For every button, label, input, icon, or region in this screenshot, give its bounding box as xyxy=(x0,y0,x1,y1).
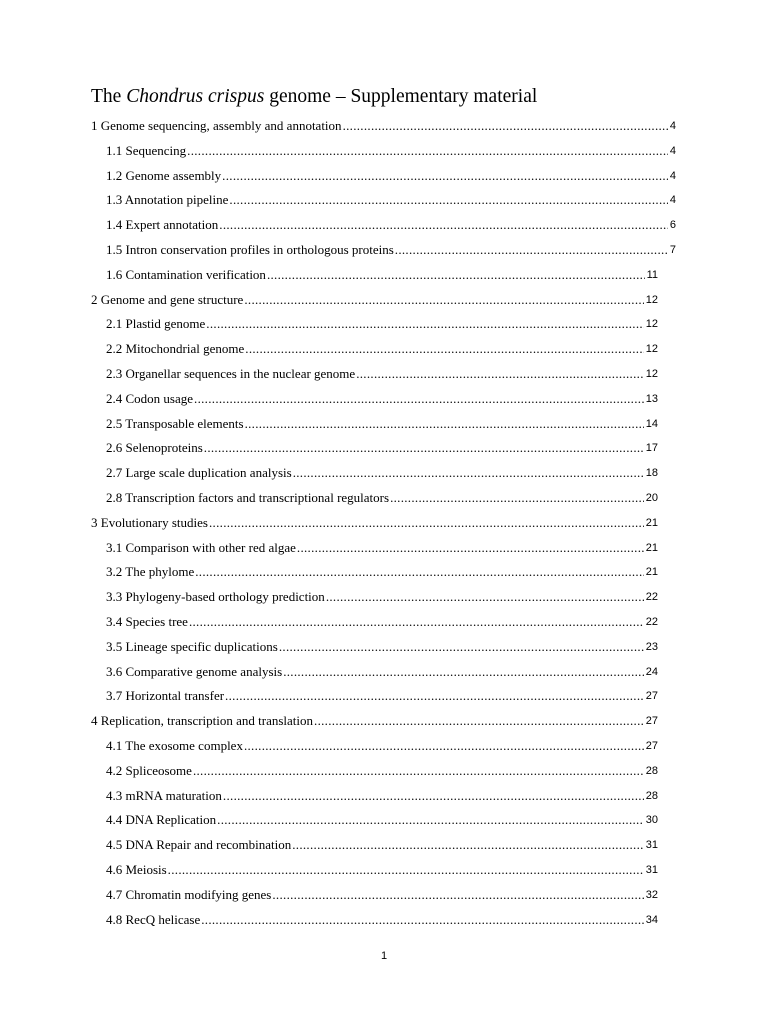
toc-entry-label: 1.2 Genome assembly xyxy=(106,167,222,183)
toc-entry-page: 12 xyxy=(645,318,658,331)
toc-entry[interactable] xyxy=(106,461,658,481)
toc-entry[interactable] xyxy=(106,238,676,258)
toc-entry-page: 13 xyxy=(645,392,658,405)
toc-entry-label: 1 Genome sequencing, assembly and annotation xyxy=(91,118,342,133)
toc-entry-label: 2.2 Mitochondrial genome xyxy=(106,341,245,357)
toc-entry-label: 2.3 Organellar sequences in the nuclear genome xyxy=(106,366,356,381)
toc-entry-label: 4.6 Meiosis xyxy=(106,862,167,877)
toc-entry-page: 4 xyxy=(669,194,676,207)
title-species: Chondrus crispus xyxy=(126,86,265,107)
toc-dot-leader xyxy=(245,341,643,357)
toc-entry-label: 3.5 Lineage specific duplications xyxy=(106,638,278,654)
toc-entry-label: 2.1 Plastid genome xyxy=(106,316,206,332)
toc-entry[interactable] xyxy=(91,288,658,308)
toc-entry[interactable] xyxy=(106,610,658,630)
toc-entry-label: 2.6 Selenoproteins xyxy=(106,440,203,456)
toc-entry-page: 32 xyxy=(645,888,658,901)
toc-entry-page: 6 xyxy=(669,219,676,232)
toc-entry-page: 17 xyxy=(645,442,658,455)
toc-dot-leader xyxy=(390,490,644,506)
toc-dot-leader xyxy=(279,639,644,655)
toc-dot-leader xyxy=(225,688,644,704)
toc-dot-leader xyxy=(194,391,644,407)
toc-entry[interactable] xyxy=(106,858,658,878)
toc-entry-label: 2.7 Large scale duplication analysis xyxy=(106,465,292,481)
page-title xyxy=(91,84,537,110)
toc-dot-leader xyxy=(314,713,644,729)
toc-entry-label: 3.1 Comparison with other red algae xyxy=(106,539,296,555)
toc-entry-page: 14 xyxy=(645,417,658,430)
toc-dot-leader xyxy=(293,465,644,481)
toc-entry-label: 4.4 DNA Replication xyxy=(106,812,217,828)
toc-entry-page: 27 xyxy=(645,690,658,703)
toc-entry-label: 1.1 Sequencing xyxy=(106,142,187,158)
toc-entry-page: 31 xyxy=(645,839,658,852)
toc-dot-leader xyxy=(343,118,668,134)
toc-entry-label: 3.4 Species tree xyxy=(106,614,188,629)
toc-entry-label: 1.6 Contamination verification xyxy=(106,266,266,282)
toc-entry[interactable] xyxy=(106,263,658,283)
toc-entry-label: 4.8 RecQ helicase xyxy=(106,911,201,927)
title-suffix: genome – Supplementary material xyxy=(264,86,538,107)
toc-dot-leader xyxy=(244,292,643,308)
toc-entry-label: 3.3 Phylogeny-based orthology prediction xyxy=(106,589,325,605)
toc-entry-page: 24 xyxy=(645,665,658,678)
toc-entry-page: 28 xyxy=(645,789,658,802)
toc-entry-page: 22 xyxy=(645,591,658,604)
toc-entry-label: 4.3 mRNA maturation xyxy=(106,787,222,803)
toc-dot-leader xyxy=(292,837,644,853)
toc-entry-page: 4 xyxy=(669,120,676,132)
toc-entry-page: 18 xyxy=(645,467,658,480)
toc-dot-leader xyxy=(283,664,644,680)
toc-entry-page: 31 xyxy=(645,864,658,876)
toc-entry-label: 3 Evolutionary studies xyxy=(91,514,208,530)
toc-dot-leader xyxy=(187,143,668,159)
toc-entry[interactable] xyxy=(106,139,676,159)
toc-entry[interactable] xyxy=(106,412,658,432)
toc-entry[interactable] xyxy=(106,759,658,779)
toc-dot-leader xyxy=(201,912,644,928)
toc-entry[interactable] xyxy=(106,560,658,580)
toc-entry[interactable] xyxy=(106,164,676,184)
toc-entry-page: 20 xyxy=(645,492,658,504)
toc-entry[interactable] xyxy=(106,660,658,680)
toc-entry[interactable] xyxy=(91,114,676,134)
toc-dot-leader xyxy=(168,862,644,878)
toc-dot-leader xyxy=(189,614,644,630)
toc-entry-page: 21 xyxy=(645,541,658,554)
toc-entry[interactable] xyxy=(106,808,658,828)
title-prefix: The xyxy=(91,86,127,107)
toc-entry-page: 21 xyxy=(645,566,658,579)
toc-entry-page: 30 xyxy=(645,814,658,827)
toc-entry-label: 4 Replication, transcription and translation xyxy=(91,713,314,729)
toc-entry[interactable] xyxy=(106,784,658,804)
toc-dot-leader xyxy=(204,440,644,456)
toc-dot-leader xyxy=(244,738,644,754)
toc-entry-label: 2.4 Codon usage xyxy=(106,390,194,406)
toc-dot-leader xyxy=(219,217,668,233)
page-number: 1 xyxy=(380,950,388,962)
toc-entry-label: 4.1 The exosome complex xyxy=(106,738,243,753)
toc-entry-label: 3.6 Comparative genome analysis xyxy=(106,663,283,679)
toc-dot-leader xyxy=(223,788,644,804)
toc-entry-label: 1.3 Annotation pipeline xyxy=(106,192,229,208)
toc-entry-page: 27 xyxy=(645,740,658,752)
toc-dot-leader xyxy=(222,168,668,184)
toc-entry[interactable] xyxy=(106,486,658,506)
toc-dot-leader xyxy=(229,192,667,208)
toc-entry-page: 23 xyxy=(645,640,658,653)
toc-dot-leader xyxy=(326,589,644,605)
toc-entry[interactable] xyxy=(106,883,658,903)
toc-entry-label: 2.8 Transcription factors and transcriptional regulators xyxy=(106,490,390,505)
toc-entry[interactable] xyxy=(106,312,658,332)
toc-dot-leader xyxy=(195,564,644,580)
toc-entry-page: 7 xyxy=(669,244,676,256)
toc-entry[interactable] xyxy=(106,908,658,928)
toc-entry-page: 12 xyxy=(645,343,658,356)
toc-entry[interactable] xyxy=(106,436,658,456)
toc-entry-label: 4.2 Spliceosome xyxy=(106,762,192,778)
toc-entry[interactable] xyxy=(106,833,658,853)
toc-dot-leader xyxy=(209,515,644,531)
toc-entry[interactable] xyxy=(106,585,658,605)
toc-entry-label: 2.5 Transposable elements xyxy=(106,415,244,431)
toc-entry[interactable] xyxy=(106,213,676,233)
toc-entry[interactable] xyxy=(106,635,658,655)
toc-entry[interactable] xyxy=(106,362,658,382)
toc-entry[interactable] xyxy=(106,684,658,704)
toc-entry[interactable] xyxy=(91,709,658,729)
toc-entry-label: 1.4 Expert annotation xyxy=(106,217,219,233)
toc-entry-page: 22 xyxy=(645,616,658,628)
toc-entry-label: 4.7 Chromatin modifying genes xyxy=(106,886,272,902)
toc-entry-page: 12 xyxy=(645,293,658,306)
toc-entry[interactable] xyxy=(106,188,676,208)
toc-entry-label: 3.7 Horizontal transfer xyxy=(106,688,225,704)
toc-dot-leader xyxy=(206,316,643,332)
toc-entry-label: 4.5 DNA Repair and recombination xyxy=(106,837,292,853)
toc-entry-page: 4 xyxy=(669,144,676,157)
toc-entry-label: 2 Genome and gene structure xyxy=(91,291,244,307)
toc-dot-leader xyxy=(267,267,645,283)
toc-dot-leader xyxy=(245,416,644,432)
toc-dot-leader xyxy=(356,366,644,382)
toc-entry-page: 21 xyxy=(645,516,658,529)
toc-dot-leader xyxy=(297,540,644,556)
toc-entry-page: 28 xyxy=(645,764,658,777)
toc-dot-leader xyxy=(272,887,643,903)
toc-entry-label: 1.5 Intron conservation profiles in orthologous proteins xyxy=(106,242,394,257)
toc-entry-label: 3.2 The phylome xyxy=(106,564,195,580)
toc-entry-page: 11 xyxy=(646,268,658,281)
toc-entry[interactable] xyxy=(106,536,658,556)
toc-entry[interactable] xyxy=(106,387,658,407)
toc-entry[interactable] xyxy=(106,734,658,754)
toc-entry-page: 27 xyxy=(645,715,658,728)
toc-entry-page: 34 xyxy=(645,913,658,926)
toc-dot-leader xyxy=(193,763,644,779)
toc-dot-leader xyxy=(395,242,668,258)
toc-entry-page: 12 xyxy=(645,368,658,380)
toc-dot-leader xyxy=(217,812,644,828)
toc-entry-page: 4 xyxy=(669,169,676,182)
toc-entry[interactable] xyxy=(106,337,658,357)
toc-entry[interactable] xyxy=(91,511,658,531)
